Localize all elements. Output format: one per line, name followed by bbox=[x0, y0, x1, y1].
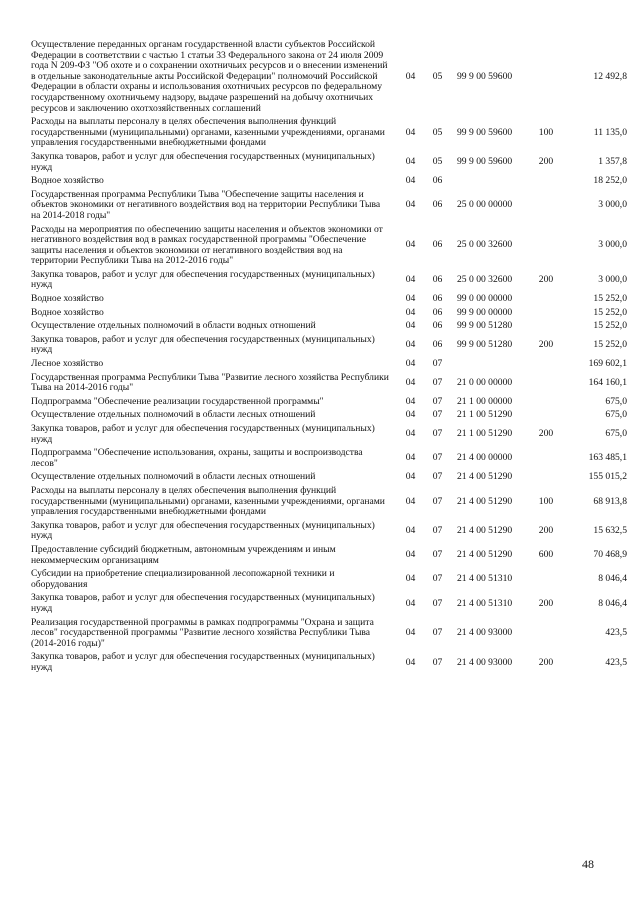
amount: 68 913,8 bbox=[593, 495, 627, 507]
subsection-code: 05 bbox=[432, 156, 443, 168]
expense-type-code: 200 bbox=[538, 656, 554, 668]
target-article-code: 21 4 00 51290 bbox=[457, 525, 513, 537]
budget-table-body bbox=[31, 40, 627, 676]
row-name: Водное хозяйство bbox=[31, 306, 104, 318]
target-article-code bbox=[451, 359, 529, 373]
subsection-code: 05 bbox=[432, 126, 443, 138]
expense-type-code: 200 bbox=[538, 597, 554, 609]
table-row bbox=[31, 40, 627, 117]
subsection-code: 06 bbox=[432, 175, 443, 187]
expense-type-code bbox=[529, 176, 563, 190]
row-name: Осуществление отдельных полномочий в области лесных отношений bbox=[31, 409, 316, 421]
target-article-code: 21 4 00 51290 bbox=[457, 471, 513, 483]
subsection-code: 06 bbox=[432, 306, 443, 318]
table-row bbox=[31, 335, 627, 359]
expense-type-code bbox=[529, 190, 563, 225]
amount: 675,0 bbox=[605, 428, 627, 440]
subsection-code: 07 bbox=[432, 597, 443, 609]
table-row bbox=[31, 569, 627, 593]
page-number: 48 bbox=[582, 857, 594, 871]
expense-type-code: 200 bbox=[538, 274, 554, 286]
expense-type-code: 200 bbox=[538, 428, 554, 440]
expense-type-code bbox=[529, 321, 563, 335]
section-code: 04 bbox=[405, 339, 416, 351]
subsection-code: 05 bbox=[432, 70, 443, 82]
amount: 15 252,0 bbox=[593, 306, 627, 318]
section-code: 04 bbox=[405, 199, 416, 211]
target-article-code: 99 9 00 00000 bbox=[457, 306, 513, 318]
subsection-code: 07 bbox=[432, 627, 443, 639]
amount: 12 492,8 bbox=[593, 70, 627, 82]
table-row bbox=[31, 270, 627, 294]
section-code: 04 bbox=[405, 70, 416, 82]
table-row bbox=[31, 359, 627, 373]
row-name: Закупка товаров, работ и услуг для обеспечения государственных (муниципальных) нужд bbox=[31, 651, 375, 673]
section-code: 04 bbox=[405, 573, 416, 585]
subsection-code: 06 bbox=[432, 239, 443, 251]
amount: 8 046,4 bbox=[598, 597, 627, 609]
amount: 675,0 bbox=[605, 395, 627, 407]
row-name: Осуществление отдельных полномочий в области лесных отношений bbox=[31, 471, 316, 483]
amount: 3 000,0 bbox=[598, 199, 627, 211]
amount: 3 000,0 bbox=[598, 239, 627, 251]
section-code: 04 bbox=[405, 274, 416, 286]
amount: 8 046,4 bbox=[598, 573, 627, 585]
table-row bbox=[31, 410, 627, 424]
expense-type-code: 200 bbox=[538, 339, 554, 351]
expense-type-code: 100 bbox=[538, 495, 554, 507]
amount: 163 485,1 bbox=[588, 452, 627, 464]
section-code: 04 bbox=[405, 471, 416, 483]
expense-type-code bbox=[529, 397, 563, 411]
target-article-code: 21 1 00 51290 bbox=[457, 428, 513, 440]
section-code: 04 bbox=[405, 409, 416, 421]
subsection-code: 07 bbox=[432, 376, 443, 388]
section-code: 04 bbox=[405, 175, 416, 187]
expense-type-code: 600 bbox=[538, 549, 554, 561]
row-name: Подпрограмма "Обеспечение использования, охраны, защиты и воспроизводства лесов" bbox=[31, 447, 363, 469]
target-article-code: 21 0 00 00000 bbox=[457, 376, 513, 388]
section-code: 04 bbox=[405, 320, 416, 332]
target-article-code bbox=[451, 176, 529, 190]
row-name: Расходы на выплаты персоналу в целях обеспечения выполнения функций государственными (муниципальными) органами, казенными учреждениями, органами управления государственными внебюджетными фондами bbox=[31, 116, 385, 149]
expense-type-code: 200 bbox=[538, 156, 554, 168]
table-row bbox=[31, 176, 627, 190]
subsection-code: 07 bbox=[432, 573, 443, 585]
section-code: 04 bbox=[405, 452, 416, 464]
expense-type-code bbox=[529, 373, 563, 397]
target-article-code: 21 1 00 51290 bbox=[457, 409, 513, 421]
section-code: 04 bbox=[405, 597, 416, 609]
table-row bbox=[31, 152, 627, 176]
section-code: 04 bbox=[405, 358, 416, 370]
row-name: Расходы на мероприятия по обеспечению защиты населения и объектов экономики от негативного воздействия вод в рамках государственной программы "Обеспечение защиты населения и объектов экономики от негативного воздействия вод на территории Республики Тыва на 2012-2016 годы" bbox=[31, 223, 383, 267]
table-row bbox=[31, 190, 627, 225]
row-name: Закупка товаров, работ и услуг для обеспечения государственных (муниципальных) нужд bbox=[31, 519, 375, 542]
section-code: 04 bbox=[405, 126, 416, 138]
target-article-code: 99 9 00 59600 bbox=[457, 126, 513, 138]
subsection-code: 07 bbox=[432, 428, 443, 440]
amount: 1 357,8 bbox=[598, 156, 627, 168]
target-article-code: 25 0 00 00000 bbox=[457, 199, 513, 211]
amount: 15 632,5 bbox=[593, 525, 627, 537]
amount: 70 468,9 bbox=[593, 549, 627, 561]
table-row bbox=[31, 294, 627, 308]
expense-type-code bbox=[529, 618, 563, 653]
table-row bbox=[31, 652, 627, 676]
row-name: Закупка товаров, работ и услуг для обеспечения государственных (муниципальных) нужд bbox=[31, 592, 375, 614]
subsection-code: 07 bbox=[432, 549, 443, 561]
table-row bbox=[31, 321, 627, 335]
expense-type-code bbox=[529, 569, 563, 593]
target-article-code: 21 4 00 51310 bbox=[457, 597, 513, 609]
subsection-code: 07 bbox=[432, 395, 443, 407]
table-row bbox=[31, 448, 627, 472]
subsection-code: 06 bbox=[432, 274, 443, 286]
expense-type-code bbox=[529, 448, 563, 472]
section-code: 04 bbox=[405, 239, 416, 251]
target-article-code: 99 9 00 51280 bbox=[457, 320, 513, 332]
row-name: Водное хозяйство bbox=[31, 175, 104, 187]
row-name: Реализация государственной программы в рамках подпрограммы "Охрана и защита лесов" государственной программы "Развитие лесного хозяйства Республики Тыва (2014-2016 годы)" bbox=[31, 616, 374, 649]
amount: 169 602,1 bbox=[588, 358, 627, 370]
subsection-code: 07 bbox=[432, 358, 443, 370]
subsection-code: 07 bbox=[432, 525, 443, 537]
section-code: 04 bbox=[405, 525, 416, 537]
target-article-code: 21 4 00 93000 bbox=[457, 627, 513, 639]
table-row bbox=[31, 545, 627, 569]
table-row bbox=[31, 618, 627, 653]
amount: 11 135,0 bbox=[593, 126, 627, 138]
row-name: Закупка товаров, работ и услуг для обеспечения государственных (муниципальных) нужд bbox=[31, 150, 375, 173]
amount: 164 160,1 bbox=[588, 376, 627, 388]
target-article-code: 21 4 00 00000 bbox=[457, 452, 513, 464]
section-code: 04 bbox=[405, 376, 416, 388]
section-code: 04 bbox=[405, 156, 416, 168]
subsection-code: 06 bbox=[432, 320, 443, 332]
expense-type-code bbox=[529, 359, 563, 373]
target-article-code: 21 4 00 51310 bbox=[457, 573, 513, 585]
expense-type-code: 100 bbox=[538, 126, 554, 138]
target-article-code: 21 4 00 51290 bbox=[457, 549, 513, 561]
expense-type-code bbox=[529, 410, 563, 424]
table-row bbox=[31, 397, 627, 411]
table-row bbox=[31, 521, 627, 545]
row-name: Закупка товаров, работ и услуг для обеспечения государственных (муниципальных) нужд bbox=[31, 423, 375, 445]
subsection-code: 06 bbox=[432, 339, 443, 351]
row-name: Подпрограмма "Обеспечение реализации государственной программы" bbox=[31, 395, 324, 407]
table-row bbox=[31, 117, 627, 152]
amount: 155 015,2 bbox=[588, 471, 627, 483]
row-name: Осуществление отдельных полномочий в области водных отношений bbox=[31, 320, 316, 332]
table-row bbox=[31, 472, 627, 486]
section-code: 04 bbox=[405, 395, 416, 407]
target-article-code: 21 4 00 51290 bbox=[457, 495, 513, 507]
row-name: Закупка товаров, работ и услуг для обеспечения государственных (муниципальных) нужд bbox=[31, 333, 375, 356]
target-article-code: 99 9 00 59600 bbox=[457, 156, 513, 168]
subsection-code: 06 bbox=[432, 293, 443, 305]
subsection-code: 07 bbox=[432, 495, 443, 507]
amount: 15 252,0 bbox=[593, 339, 627, 351]
row-name: Водное хозяйство bbox=[31, 293, 104, 305]
amount: 423,5 bbox=[605, 656, 627, 668]
amount: 15 252,0 bbox=[593, 320, 627, 332]
expense-type-code bbox=[529, 40, 563, 117]
target-article-code: 21 1 00 00000 bbox=[457, 395, 513, 407]
section-code: 04 bbox=[405, 656, 416, 668]
table-row bbox=[31, 486, 627, 521]
row-name: Государственная программа Республики Тыва "Развитие лесного хозяйства Республики Тыва на 2014-2016 годы" bbox=[31, 371, 389, 394]
expense-type-code: 200 bbox=[538, 525, 554, 537]
table-row bbox=[31, 424, 627, 448]
target-article-code: 21 4 00 93000 bbox=[457, 656, 513, 668]
section-code: 04 bbox=[405, 306, 416, 318]
section-code: 04 bbox=[405, 627, 416, 639]
section-code: 04 bbox=[405, 293, 416, 305]
target-article-code: 25 0 00 32600 bbox=[457, 239, 513, 251]
section-code: 04 bbox=[405, 495, 416, 507]
amount: 675,0 bbox=[605, 409, 627, 421]
row-name: Субсидии на приобретение специализированной лесопожарной техники и оборудования bbox=[31, 568, 335, 590]
table-row bbox=[31, 373, 627, 397]
expense-type-code bbox=[529, 308, 563, 322]
target-article-code: 99 0 00 00000 bbox=[457, 293, 513, 305]
section-code: 04 bbox=[405, 428, 416, 440]
budget-table bbox=[31, 40, 627, 676]
target-article-code: 99 9 00 59600 bbox=[457, 70, 513, 82]
amount: 15 252,0 bbox=[593, 293, 627, 305]
subsection-code: 06 bbox=[432, 199, 443, 211]
expense-type-code bbox=[529, 472, 563, 486]
row-name: Осуществление переданных органам государственной власти субъектов Российской Федерации в соответствии с частью 1 статьи 33 Федерального закона от 24 июля 2009 года N 209-ФЗ "Об охоте и о сохранении охотничьих ресурсов и о внесении изменений в отдельные законодательные акты Российской Федерации" полномочий Российской Федерации в области охраны и использования охотничьих ресурсов по федеральному государственному охотничьему надзору, выдаче разрешений на добычу охотничьих ресурсов и заключению охотхозяйственных соглашений bbox=[31, 39, 388, 114]
amount: 3 000,0 bbox=[598, 274, 627, 286]
subsection-code: 07 bbox=[432, 471, 443, 483]
expense-type-code bbox=[529, 294, 563, 308]
subsection-code: 07 bbox=[432, 452, 443, 464]
section-code: 04 bbox=[405, 549, 416, 561]
target-article-code: 99 9 00 51280 bbox=[457, 339, 513, 351]
row-name: Закупка товаров, работ и услуг для обеспечения государственных (муниципальных) нужд bbox=[31, 268, 375, 291]
row-name: Предоставление субсидий бюджетным, автономным учреждениям и иным некоммерческим организациям bbox=[31, 543, 336, 566]
table-row bbox=[31, 225, 627, 270]
row-name: Государственная программа Республики Тыва "Обеспечение защиты населения и объектов экономики от негативного воздействия вод на территории Республики Тыва на 2014-2018 годы" bbox=[31, 188, 381, 221]
amount: 423,5 bbox=[605, 627, 627, 639]
table-row bbox=[31, 593, 627, 617]
subsection-code: 07 bbox=[432, 656, 443, 668]
row-name: Расходы на выплаты персоналу в целях обеспечения выполнения функций государственными (муниципальными) органами, казенными учреждениями, органами управления государственными внебюджетными фондами bbox=[31, 484, 385, 518]
amount: 18 252,0 bbox=[593, 175, 627, 187]
table-row bbox=[31, 308, 627, 322]
row-name: Лесное хозяйство bbox=[31, 358, 104, 370]
expense-type-code bbox=[529, 225, 563, 270]
target-article-code: 25 0 00 32600 bbox=[457, 274, 513, 286]
subsection-code: 07 bbox=[432, 409, 443, 421]
